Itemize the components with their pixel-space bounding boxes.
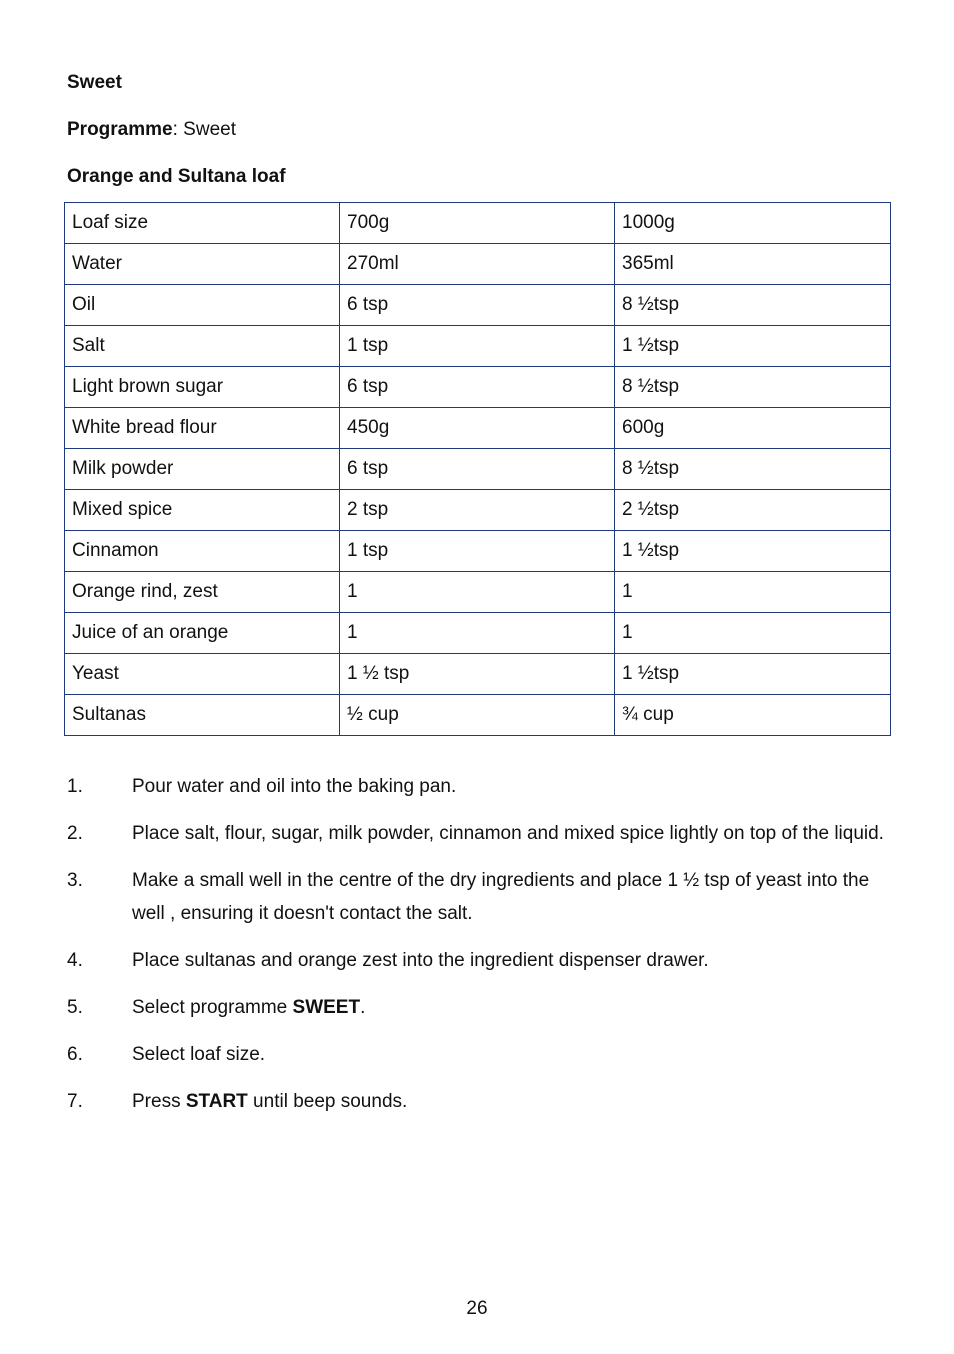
step-number: 1. [67, 776, 83, 797]
amount-1000g-cell: 1 [615, 613, 891, 654]
step-item [67, 944, 887, 977]
table-row [65, 572, 891, 613]
programme-label: Programme [67, 119, 173, 140]
step-number: 6. [67, 1044, 83, 1065]
amount-700g-cell: 450g [340, 408, 615, 449]
recipe-title: Orange and Sultana loaf [67, 166, 286, 187]
table-row [65, 531, 891, 572]
step-text [132, 864, 887, 930]
amount-700g-cell: 6 tsp [340, 285, 615, 326]
step-item [67, 864, 887, 930]
amount-700g-cell: 6 tsp [340, 449, 615, 490]
programme-line [67, 118, 236, 142]
ingredient-cell: Salt [65, 326, 340, 367]
table-row [65, 449, 891, 490]
ingredient-cell: Oil [65, 285, 340, 326]
step-number: 4. [67, 950, 83, 971]
step-item [67, 770, 887, 803]
table-row [65, 285, 891, 326]
amount-700g-cell: 2 tsp [340, 490, 615, 531]
step-number: 5. [67, 997, 83, 1018]
ingredient-cell: Water [65, 244, 340, 285]
amount-1000g-cell: ¾ cup [615, 695, 891, 736]
amount-1000g-cell: 1 ½tsp [615, 326, 891, 367]
step-number: 3. [67, 870, 83, 891]
amount-700g-cell: 1 [340, 613, 615, 654]
step-keyword: SWEET [292, 997, 361, 1018]
step-text-main: Place salt, flour, sugar, milk powder, cinnamon and mixed spice lightly on top of the liquid. [132, 823, 884, 844]
ingredient-cell: White bread flour [65, 408, 340, 449]
page-number: 26 [466, 1298, 488, 1319]
table-row [65, 326, 891, 367]
amount-1000g-cell: 8 ½tsp [615, 367, 891, 408]
step-text [132, 1085, 887, 1118]
programme-separator: : [172, 119, 184, 140]
amount-700g-cell: 1 [340, 572, 615, 613]
ingredient-cell: Mixed spice [65, 490, 340, 531]
step-text-main: Make a small well in the centre of the dry ingredients and place 1 ½ tsp of yeast into the well , ensuring it doesn't contact the salt. [132, 870, 875, 924]
ingredients-table [64, 202, 891, 736]
table-row [65, 490, 891, 531]
amount-1000g-cell: 8 ½tsp [615, 449, 891, 490]
step-item [67, 1038, 887, 1071]
table-row [65, 654, 891, 695]
table-row [65, 408, 891, 449]
ingredient-cell: Juice of an orange [65, 613, 340, 654]
ingredient-cell: Loaf size [65, 203, 340, 244]
amount-700g-cell: 6 tsp [340, 367, 615, 408]
step-text [132, 991, 887, 1024]
amount-1000g-cell: 1 ½tsp [615, 531, 891, 572]
step-number: 2. [67, 823, 83, 844]
amount-1000g-cell: 1 ½tsp [615, 654, 891, 695]
step-keyword: START [185, 1091, 248, 1112]
amount-700g-cell: 700g [340, 203, 615, 244]
step-item [67, 817, 887, 850]
step-text-main: Select loaf size. [132, 1044, 266, 1065]
step-text [132, 770, 887, 803]
section-title: Sweet [67, 72, 122, 93]
step-text-main: Place sultanas and orange zest into the ingredient dispenser drawer. [132, 950, 709, 971]
amount-1000g-cell: 365ml [615, 244, 891, 285]
amount-1000g-cell: 2 ½tsp [615, 490, 891, 531]
ingredient-cell: Milk powder [65, 449, 340, 490]
amount-700g-cell: ½ cup [340, 695, 615, 736]
step-text-main: Press [132, 1091, 186, 1112]
table-row [65, 367, 891, 408]
table-row [65, 203, 891, 244]
ingredient-cell: Cinnamon [65, 531, 340, 572]
amount-700g-cell: 1 tsp [340, 531, 615, 572]
ingredient-cell: Yeast [65, 654, 340, 695]
amount-1000g-cell: 8 ½tsp [615, 285, 891, 326]
step-text [132, 1038, 887, 1071]
amount-700g-cell: 1 ½ tsp [340, 654, 615, 695]
programme-value: Sweet [183, 119, 236, 140]
step-text-main: Pour water and oil into the baking pan. [132, 776, 457, 797]
step-item [67, 1085, 887, 1118]
amount-700g-cell: 1 tsp [340, 326, 615, 367]
step-text-tail: until beep sounds. [247, 1091, 408, 1112]
ingredient-cell: Sultanas [65, 695, 340, 736]
amount-1000g-cell: 600g [615, 408, 891, 449]
ingredient-cell: Orange rind, zest [65, 572, 340, 613]
amount-1000g-cell: 1 [615, 572, 891, 613]
step-item [67, 991, 887, 1024]
amount-700g-cell: 270ml [340, 244, 615, 285]
ingredient-cell: Light brown sugar [65, 367, 340, 408]
step-text-tail: . [360, 997, 366, 1018]
step-text [132, 944, 887, 977]
table-row [65, 695, 891, 736]
ingredients-table-body [65, 203, 891, 736]
table-row [65, 613, 891, 654]
table-row [65, 244, 891, 285]
amount-1000g-cell: 1000g [615, 203, 891, 244]
step-text [132, 817, 887, 850]
method-steps [67, 770, 887, 1132]
step-number: 7. [67, 1091, 83, 1112]
step-text-main: Select programme [132, 997, 293, 1018]
